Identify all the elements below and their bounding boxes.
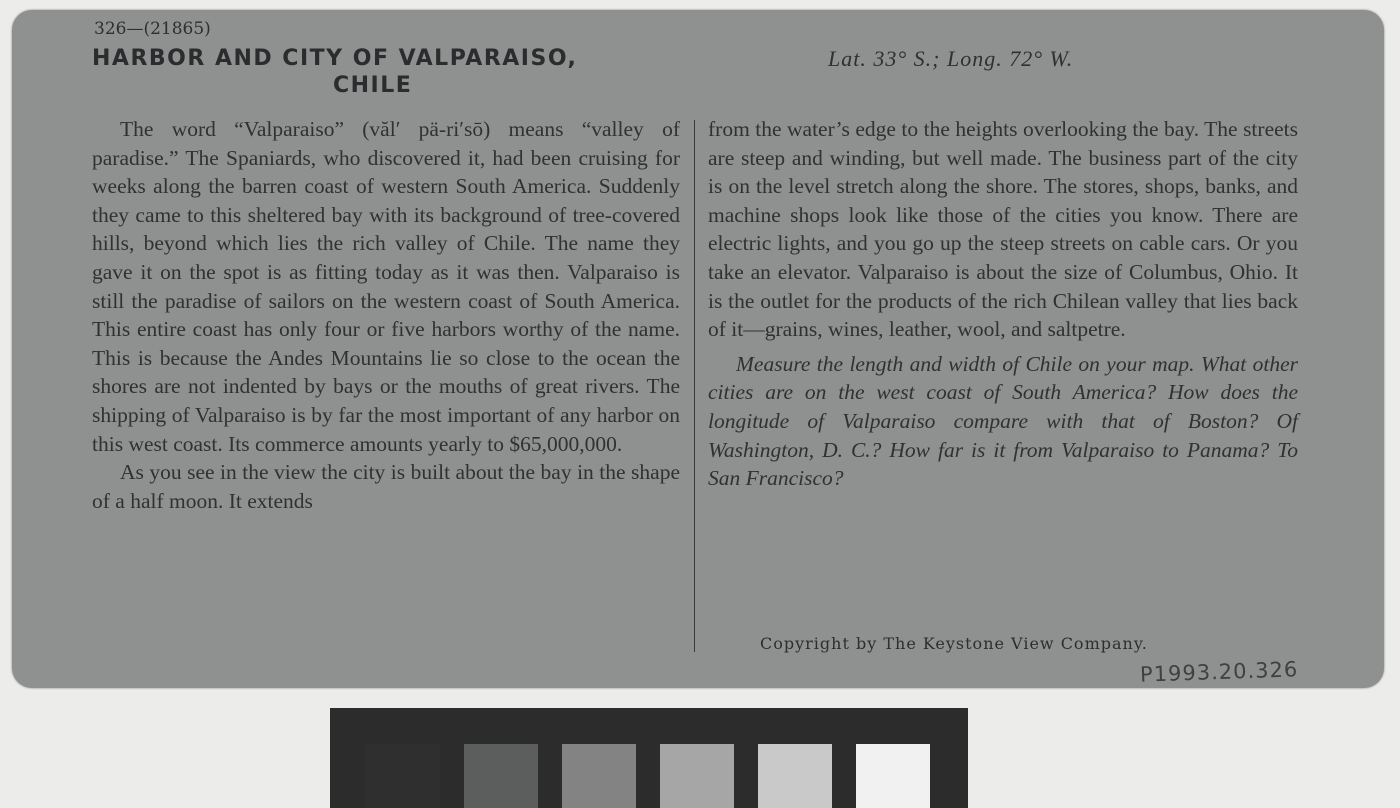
paragraph: The word “Valparaiso” (văl′ pä-ri′sō) means “valley of paradise.” The Spaniards, who discovered it, had been cruising for weeks along the barren coast of western South America. Suddenly they came to this sheltered bay with its background of tree-covered hills, beyond which lies the rich valley of Chile. The name they gave it on the spot is as fitting today as it was then. Valparaiso is still the paradise of sailors on the western coast of South America. This entire coast has only four or five harbors worthy of the name. This is because the Andes Mountains lie so close to the ocean the shores are not indented by bays or the mouths of great rivers. The shipping of Valparaiso is by far the most important of any harbor on this west coast. Its commerce amounts yearly to $65,000,000. [92, 117, 680, 456]
gray-patch [562, 744, 636, 808]
grayscale-target [330, 708, 968, 808]
gray-patch [856, 744, 930, 808]
paragraph: from the water’s edge to the heights overlooking the bay. The streets are steep and winding, but well made. The business part of the city is on the level stretch along the shore. The stores, shops, banks, and machine shops look like those of the cities you know. There are electric lights, and you go up the steep streets on cable cars. Or you take an elevator. Valparaiso is about the size of Columbus, Ohio. It is the outlet for the products of the rich Chilean valley that lies back of it—grains, wines, leather, wool, and saltpetre. [708, 117, 1298, 342]
coordinates: Lat. 33° S.; Long. 72° W. [828, 46, 1074, 71]
column-divider [694, 120, 695, 652]
gray-patch [758, 744, 832, 808]
paragraph: As you see in the view the city is built about the bay in the shape of a half moon. It extends [92, 460, 680, 513]
text-column-right [708, 115, 1298, 493]
text-column-left [92, 115, 680, 515]
gray-patch [366, 744, 440, 808]
card-title: HARBOR AND CITY OF VALPARAISO, [92, 46, 578, 71]
catalog-number: 326—(21865) [94, 19, 211, 39]
gray-patch [464, 744, 538, 808]
card-title-line2: CHILE [333, 73, 413, 98]
copyright-notice: Copyright by The Keystone View Company. [760, 634, 1148, 653]
accession-number: P1993.20.326 [1139, 657, 1299, 687]
study-questions: Measure the length and width of Chile on your map. What other cities are on the west coast of South America? How does the longitude of Valparaiso compare with that of Boston? Of Washington, D. C.? How far is it from Valparaiso to Panama? To San Francisco? [708, 351, 1298, 491]
gray-patch [660, 744, 734, 808]
